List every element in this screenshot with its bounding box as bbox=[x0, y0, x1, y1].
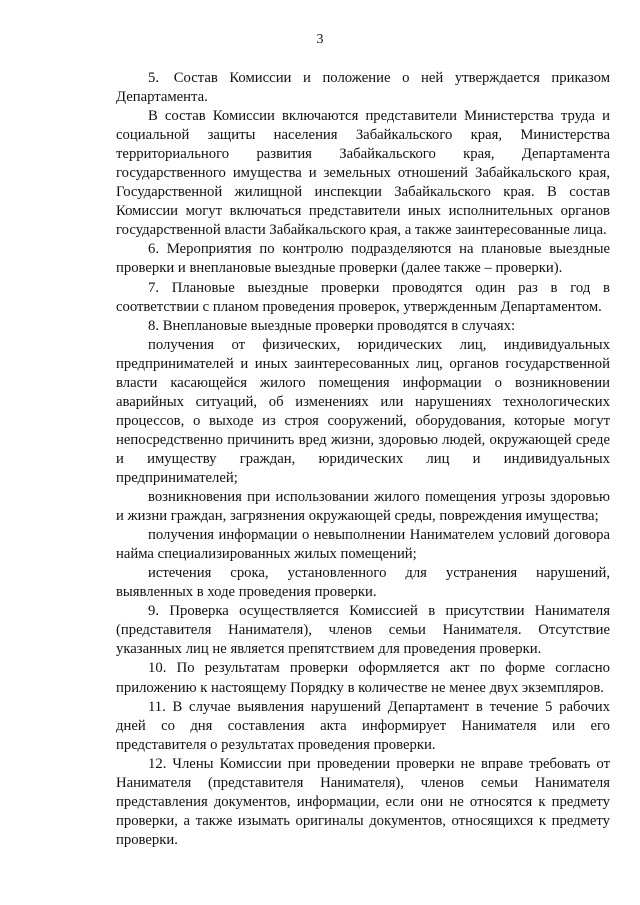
paragraph-item-10-inspection-act: 10. По результатам проверки оформляется акт по форме согласно приложению к настоящему Порядку в количестве не менее двух экземпляров. bbox=[116, 660, 610, 696]
page-number: 3 bbox=[316, 32, 324, 47]
paragraph-case-contract-violation: получения информации о невыполнении Нанимателем условий договора найма специализированных жилых помещений; bbox=[116, 527, 610, 563]
paragraph-commission-members: В состав Комиссии включаются представители Министерства труда и социальной защиты населения Забайкальского края, Министерства территориального развития Забайкальского края, Департамента государственного имущества и земельных отношений Забайкальского края, Государственной жилищной инспекции Забайкальского края. В состав Комиссии могут включаться представители иных исполнительных органов государственной власти Забайкальского края, а также заинтересованные лица. bbox=[116, 108, 610, 239]
paragraph-item-9-inspection-presence: 9. Проверка осуществляется Комиссией в присутствии Нанимателя (представителя Нанимателя), членов семьи Нанимателя. Отсутствие указанных лиц не является препятствием для проведения проверки. bbox=[116, 603, 610, 658]
document-body bbox=[116, 69, 610, 850]
paragraph-case-information-received: получения от физических, юридических лиц, индивидуальных предпринимателей и иных заинтересованных лиц, органов государственной власти касающейся жилого помещения информации о возникновении аварийных ситуаций, об изменениях или нарушениях технологических процессов, о выходе из строя сооружений, оборудования, которые могут непосредственно причинить вред жизни, здоровью людей, окружающей среде и имуществу граждан, юридических лиц и индивидуальных предпринимателей; bbox=[116, 336, 610, 486]
paragraph-item-8-unplanned-inspections: 8. Внеплановые выездные проверки проводятся в случаях: bbox=[148, 317, 516, 334]
paragraph-item-12-commission-restrictions: 12. Члены Комиссии при проведении проверки не вправе требовать от Нанимателя (представителя Нанимателя), членов семьи Нанимателя представления документов, информации, если они не относятся к предмету проверки, а также изымать оригиналы документов, относящихся к предмету проверки. bbox=[116, 755, 610, 848]
paragraph-item-5-commission-composition: 5. Состав Комиссии и положение о ней утверждается приказом Департамента. bbox=[116, 70, 610, 106]
paragraph-item-7-planned-inspections: 7. Плановые выездные проверки проводятся один раз в год в соответствии с планом проведения проверок, утвержденным Департаментом. bbox=[116, 279, 610, 315]
paragraph-case-deadline-expiry: истечения срока, установленного для устранения нарушений, выявленных в ходе проведения проверки. bbox=[116, 565, 610, 601]
paragraph-item-11-violations-notice: 11. В случае выявления нарушений Департамент в течение 5 рабочих дней со дня составления акта информирует Нанимателя или его представителя о результатах проведения проверки. bbox=[116, 698, 610, 753]
paragraph-item-6-control-measures: 6. Мероприятия по контролю подразделяются на плановые выездные проверки и внеплановые выездные проверки (далее также – проверки). bbox=[116, 241, 610, 277]
paragraph-case-threat-arising: возникновения при использовании жилого помещения угрозы здоровью и жизни граждан, загрязнения окружающей среды, повреждения имущества; bbox=[116, 489, 610, 525]
